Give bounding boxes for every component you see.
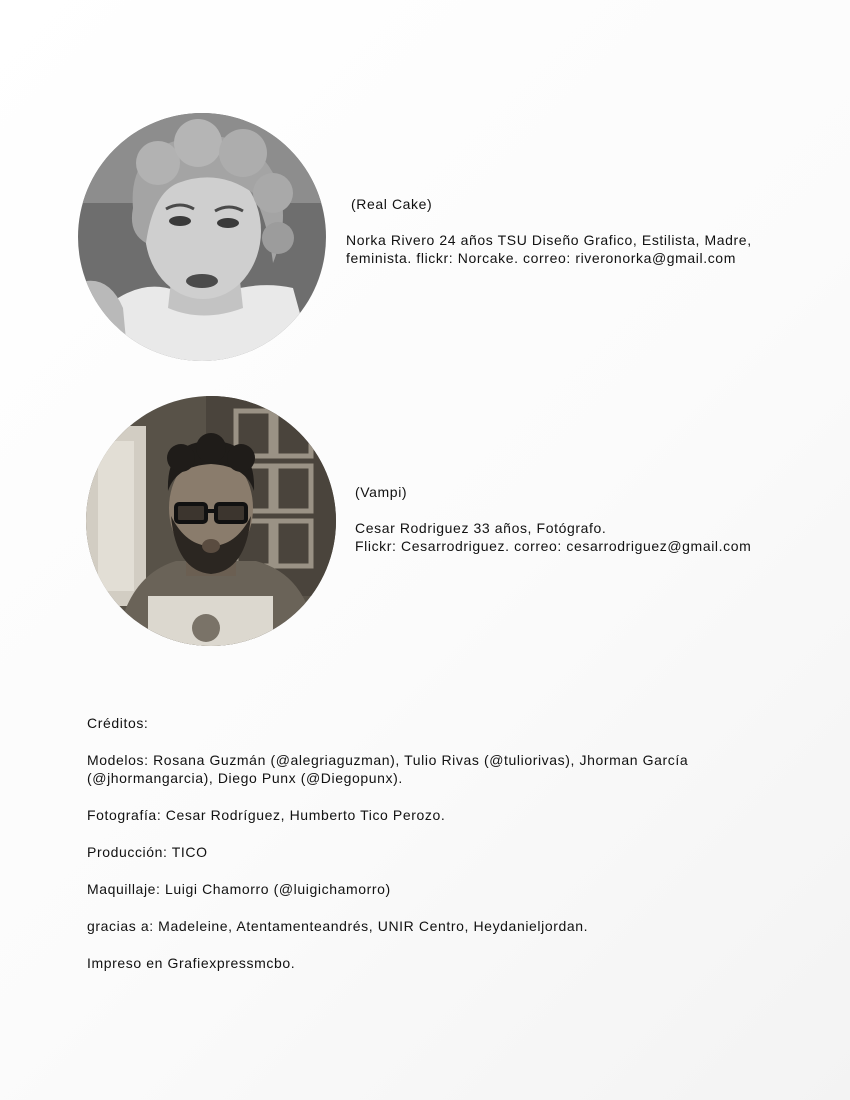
credits-photography: Fotografía: Cesar Rodríguez, Humberto Tico Perozo. — [87, 807, 446, 823]
profile-description: Norka Rivero 24 años TSU Diseño Grafico, Estilista, Madre, — [346, 232, 752, 248]
profile-description: Flickr: Cesarrodriguez. correo: cesarrodriguez@gmail.com — [355, 538, 752, 554]
credits-section — [87, 714, 767, 991]
credits-printed: Impreso en Grafiexpressmcbo. — [87, 955, 296, 971]
credits-models-line: Modelos: Rosana Guzmán (@alegriaguzman), Tulio Rivas (@tuliorivas), Jhorman García — [87, 752, 689, 768]
profile-alias: (Vampi) — [355, 484, 408, 500]
portrait-woman-curly-hair — [78, 113, 326, 361]
profile-bio-norka — [346, 195, 752, 267]
credits-thanks: gracias a: Madeleine, Atentamenteandrés, UNIR Centro, Heydanieljordan. — [87, 918, 589, 934]
profile-description: feminista. flickr: Norcake. correo: riveronorka@gmail.com — [346, 250, 736, 266]
credits-models-line: (@jhormangarcia), Diego Punx (@Diegopunx). — [87, 770, 403, 786]
credits-models — [87, 751, 767, 787]
profile-photo-cesar — [86, 396, 336, 646]
profile-description: Cesar Rodriguez 33 años, Fotógrafo. — [355, 520, 607, 536]
profile-bio-cesar — [355, 483, 751, 555]
profile-alias: (Real Cake) — [351, 196, 433, 212]
credits-production: Producción: TICO — [87, 844, 208, 860]
profile-photo-norka — [78, 113, 326, 361]
credits-heading: Créditos: — [87, 715, 149, 731]
credits-makeup: Maquillaje: Luigi Chamorro (@luigichamorro) — [87, 881, 391, 897]
portrait-man-glasses — [86, 396, 336, 646]
